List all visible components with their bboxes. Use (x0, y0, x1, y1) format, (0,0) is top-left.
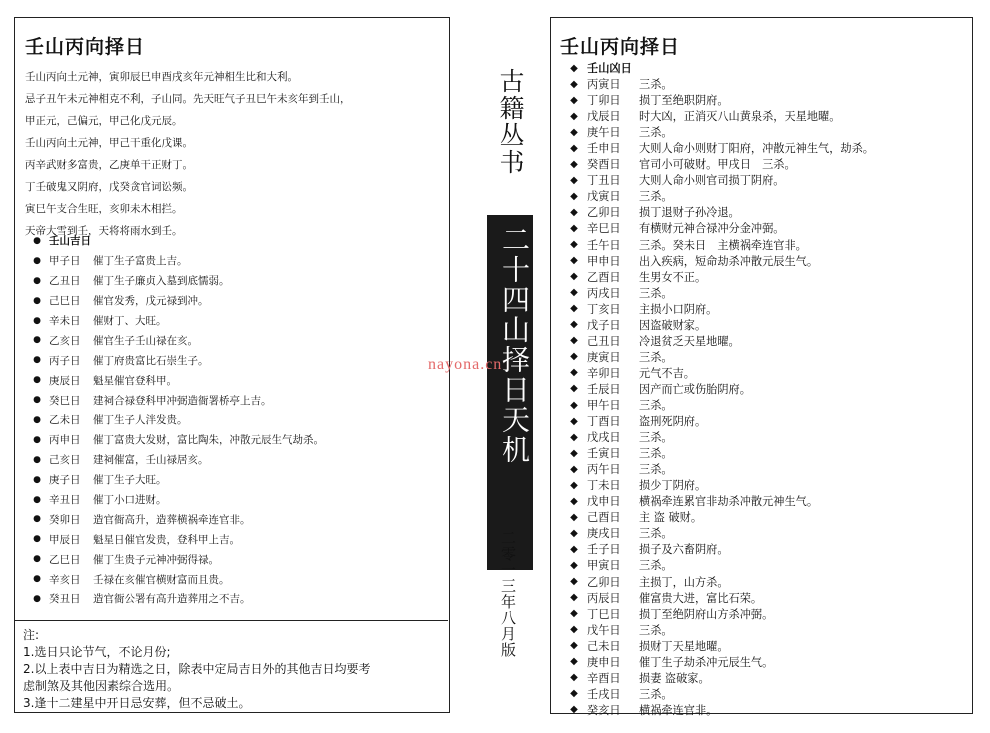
day-name: 乙巳日 (49, 553, 81, 566)
bullet-icon: ● (33, 534, 41, 545)
day-description: 三杀。 (639, 431, 673, 445)
day-row (561, 493, 874, 509)
day-row (561, 541, 874, 557)
page-title: 壬山丙向择日 (25, 36, 146, 58)
notes-heading: 注: (23, 628, 40, 642)
diamond-bullet-icon: ◆ (570, 463, 578, 475)
section-label: 壬山吉日 (49, 235, 91, 248)
diamond-bullet-icon: ◆ (570, 239, 578, 251)
diamond-bullet-icon: ◆ (570, 527, 578, 539)
day-row (561, 140, 874, 156)
day-description: 大则人命小则官司损丁阴府。 (639, 174, 785, 188)
section-heading (25, 231, 324, 251)
day-row (561, 445, 874, 461)
day-row (561, 622, 874, 638)
day-row (25, 529, 324, 549)
day-name: 辛未日 (49, 315, 81, 327)
day-row (561, 606, 874, 622)
day-name: 庚寅日 (587, 350, 621, 364)
day-description: 催丁生子人泮发贵。 (93, 414, 188, 427)
day-row (561, 413, 874, 429)
day-description: 催丁小口进财。 (93, 494, 167, 507)
diamond-bullet-icon: ◆ (570, 495, 578, 507)
day-name: 甲子日 (49, 255, 81, 268)
edition-label: 二零一三年八月版 (499, 530, 517, 658)
day-name: 己酉日 (587, 511, 621, 525)
day-row (561, 172, 874, 188)
day-description: 有横财元神合禄冲分金冲弼。 (639, 222, 785, 236)
day-description: 建祠催富，壬山禄居亥。 (93, 454, 209, 467)
day-name: 戊午日 (587, 623, 621, 637)
day-name: 丙子日 (49, 354, 81, 367)
intro-line: 壬山丙向土元神，寅卯辰巳申酉戌亥年元神相生比和大利。 (25, 71, 298, 83)
diamond-bullet-icon: ◆ (570, 206, 578, 218)
day-row (561, 365, 874, 381)
day-name: 癸丑日 (49, 593, 81, 606)
day-name: 甲申日 (587, 254, 621, 268)
day-description: 催丁生子大旺。 (93, 474, 167, 487)
day-name: 己亥日 (49, 454, 81, 467)
day-description: 元气不吉。 (639, 366, 695, 380)
day-name: 壬午日 (587, 238, 621, 252)
day-row (561, 638, 874, 654)
diamond-bullet-icon: ◆ (570, 367, 578, 379)
day-name: 丁丑日 (587, 174, 621, 188)
day-row (561, 686, 874, 702)
diamond-bullet-icon: ◆ (570, 656, 578, 668)
diamond-bullet-icon: ◆ (570, 190, 578, 202)
bullet-icon: ● (33, 275, 41, 286)
day-name: 癸酉日 (587, 158, 621, 172)
day-name: 丁未日 (587, 479, 621, 493)
day-row (561, 557, 874, 573)
day-description: 催丁生贵子元神冲弼得禄。 (93, 553, 219, 566)
diamond-bullet-icon: ◆ (570, 110, 578, 122)
day-description: 三杀。 (639, 350, 673, 364)
day-name: 庚子日 (49, 474, 81, 487)
day-description: 出入疾病，短命劫杀冲散元辰生气。 (639, 254, 819, 268)
diamond-bullet-icon: ◆ (570, 479, 578, 491)
diamond-bullet-icon: ◆ (570, 222, 578, 234)
series-name: 古籍丛书 (496, 68, 525, 176)
diamond-bullet-icon: ◆ (570, 511, 578, 523)
diamond-bullet-icon: ◆ (570, 431, 578, 443)
day-description: 横祸牵连累官非劫杀冲散元神生气。 (639, 495, 819, 509)
day-name: 戊戌日 (587, 431, 621, 445)
day-name: 辛亥日 (49, 573, 81, 586)
intro-line: 壬山丙向土元神，甲己干重化戊课。 (25, 137, 193, 149)
bullet-icon: ● (33, 295, 41, 306)
bullet-icon: ● (33, 315, 41, 326)
notes-line: 虑制煞及其他因素综合选用。 (23, 679, 180, 693)
day-name: 戊寅日 (587, 190, 621, 204)
day-description: 三杀。 (639, 78, 673, 92)
day-description: 三杀。 (639, 623, 673, 637)
day-name: 戊辰日 (587, 110, 621, 124)
day-name: 庚辰日 (49, 374, 81, 387)
day-description: 魁星日催官发贵，登科甲上吉。 (93, 533, 240, 546)
day-description: 时大凶，正消灭八山黄泉杀，天星地曜。 (639, 110, 841, 124)
diamond-bullet-icon: ◆ (570, 62, 578, 74)
day-row (25, 589, 324, 609)
diamond-bullet-icon: ◆ (570, 158, 578, 170)
day-row (561, 333, 874, 349)
diamond-bullet-icon: ◆ (570, 640, 578, 652)
day-row (561, 349, 874, 365)
bullet-icon: ● (33, 494, 41, 505)
day-description: 损子及六畜阴府。 (639, 543, 729, 557)
right-page (550, 17, 973, 717)
day-name: 辛丑日 (49, 494, 81, 507)
day-row (561, 188, 874, 204)
day-description: 催丁生子富贵上吉。 (93, 255, 188, 268)
day-description: 建祠合禄登科甲冲弼造衙署桥亭上吉。 (93, 394, 272, 407)
day-name: 戊子日 (587, 318, 621, 332)
day-description: 主损小口阴府。 (639, 302, 718, 316)
day-row (25, 271, 324, 291)
day-description: 因产而亡或伤胎阴府。 (639, 382, 751, 396)
bullet-icon: ● (33, 434, 41, 445)
day-name: 庚午日 (587, 126, 621, 140)
day-row (561, 429, 874, 445)
day-description: 催丁富贵大发财，富比陶朱，冲散元辰生气劫杀。 (93, 434, 324, 447)
day-description: 催丁生子劫杀冲元辰生气。 (639, 655, 774, 669)
left-page (14, 17, 450, 713)
day-description: 三杀。 (639, 190, 673, 204)
diamond-bullet-icon: ◆ (570, 319, 578, 331)
day-name: 丙寅日 (587, 78, 621, 92)
day-name: 丙午日 (587, 463, 621, 477)
day-row (25, 350, 324, 370)
intro-line: 丁壬破鬼又阴府，戊癸贪官词讼频。 (25, 181, 193, 193)
intro-line: 忌子丑午未元神相克不利，子山同。先天旺气子丑巳午未亥年到壬山， (25, 93, 351, 105)
day-row (561, 76, 874, 92)
day-name: 甲午日 (587, 399, 621, 412)
section-label: 壬山凶日 (587, 62, 632, 76)
day-row (561, 92, 874, 108)
inauspicious-days-list (561, 60, 874, 718)
bullet-icon: ● (33, 474, 41, 485)
diamond-bullet-icon: ◆ (570, 559, 578, 571)
day-row (561, 220, 874, 236)
day-name: 丁卯日 (587, 94, 621, 108)
diamond-bullet-icon: ◆ (570, 672, 578, 684)
day-row (561, 590, 874, 606)
day-description: 催官发秀，戊元禄到冲。 (93, 295, 209, 308)
day-row (561, 301, 874, 317)
day-row (561, 574, 874, 590)
day-description: 三杀。 (639, 463, 673, 477)
bullet-icon: ● (33, 593, 41, 604)
day-row (561, 654, 874, 670)
day-description: 损少丁阴府。 (639, 479, 707, 493)
bullet-icon: ● (33, 335, 41, 346)
diamond-bullet-icon: ◆ (570, 399, 578, 411)
day-name: 辛酉日 (587, 671, 621, 685)
day-row (561, 509, 874, 525)
day-row (561, 124, 874, 140)
auspicious-days-list (25, 231, 324, 609)
day-description: 三杀。癸未日 主横祸牵连官非。 (639, 238, 807, 252)
day-description: 三杀。 (639, 399, 673, 412)
diamond-bullet-icon: ◆ (570, 688, 578, 700)
day-row (561, 269, 874, 285)
day-description: 三杀。 (639, 286, 673, 300)
notes-line: 1.选日只论节气，不论月份; (23, 645, 171, 659)
title-block (487, 215, 533, 570)
day-row (561, 702, 874, 718)
day-row (25, 430, 324, 450)
day-name: 丁酉日 (587, 415, 621, 429)
day-row (25, 470, 324, 490)
day-row (25, 569, 324, 589)
bullet-icon: ● (33, 355, 41, 366)
intro-line: 丙辛武财多富贵，乙庚单干正财丁。 (25, 159, 193, 171)
notes-line: 2.以上表中吉日为精选之日，除表中定局吉日外的其他吉日均要考 (23, 662, 371, 676)
diamond-bullet-icon: ◆ (570, 335, 578, 347)
day-description: 催丁府贵富比石崇生子。 (93, 354, 209, 367)
day-description: 官司小可破财。甲戌日 三杀。 (639, 158, 796, 172)
day-description: 盗刑死阴府。 (639, 415, 707, 429)
day-name: 丙申日 (49, 434, 81, 447)
day-name: 癸亥日 (587, 703, 621, 717)
book-title: 二十四山择日天机 (498, 225, 531, 465)
section-heading (561, 60, 874, 76)
day-description: 损丁至绝职阴府。 (639, 94, 729, 108)
day-description: 损财丁天星地曜。 (639, 639, 729, 653)
bullet-icon: ● (33, 395, 41, 406)
day-name: 甲寅日 (587, 559, 621, 573)
diamond-bullet-icon: ◆ (570, 447, 578, 459)
day-row (25, 251, 324, 271)
day-row (25, 549, 324, 569)
day-name: 甲辰日 (49, 533, 81, 546)
day-description: 三杀。 (639, 527, 673, 541)
day-row (561, 381, 874, 397)
diamond-bullet-icon: ◆ (570, 94, 578, 106)
diamond-bullet-icon: ◆ (570, 608, 578, 620)
day-description: 损丁至绝阴府山方杀冲弼。 (639, 607, 774, 621)
notes-line: 3.逢十二建星中开日忌安葬，但不忌破土。 (23, 696, 251, 710)
day-description: 造官衙公署有高升造葬用之不吉。 (93, 593, 251, 606)
day-row (25, 450, 324, 470)
day-name: 乙卯日 (587, 206, 621, 220)
day-description: 主 盗 破财。 (639, 511, 703, 525)
day-name: 壬辰日 (587, 382, 621, 396)
intro-line: 天帝大雪到壬，天将将雨水到壬。 (25, 225, 183, 237)
day-description: 催财丁、大旺。 (93, 315, 167, 327)
intro-text (25, 66, 445, 242)
bullet-icon: ● (33, 454, 41, 465)
day-name: 癸巳日 (49, 394, 81, 407)
day-row (561, 317, 874, 333)
bullet-icon: ● (33, 375, 41, 386)
day-row (561, 108, 874, 124)
day-name: 丙戌日 (587, 286, 621, 300)
diamond-bullet-icon: ◆ (570, 592, 578, 604)
day-row (25, 311, 324, 331)
day-description: 冷退贫乏天星地曜。 (639, 334, 740, 348)
day-name: 庚申日 (587, 655, 621, 669)
day-row (25, 390, 324, 410)
bullet-icon: ● (33, 514, 41, 525)
diamond-bullet-icon: ◆ (570, 543, 578, 555)
diamond-bullet-icon: ◆ (570, 255, 578, 267)
day-name: 己巳日 (49, 295, 81, 308)
day-name: 己丑日 (587, 334, 621, 348)
bullet-icon: ● (33, 235, 41, 246)
day-name: 壬申日 (587, 142, 621, 156)
day-name: 壬戌日 (587, 687, 621, 701)
day-row (561, 237, 874, 253)
diamond-bullet-icon: ◆ (570, 174, 578, 186)
day-row (561, 285, 874, 301)
day-row (25, 291, 324, 311)
day-description: 主损丁，山方杀。 (639, 575, 729, 589)
diamond-bullet-icon: ◆ (570, 271, 578, 283)
day-row (561, 477, 874, 493)
day-name: 乙酉日 (587, 270, 621, 284)
day-row (25, 410, 324, 430)
notes-box (15, 620, 448, 712)
day-name: 乙丑日 (49, 275, 81, 288)
day-row (561, 204, 874, 220)
bullet-icon: ● (33, 554, 41, 565)
day-name: 戊申日 (587, 495, 621, 509)
day-name: 庚戌日 (587, 527, 621, 541)
diamond-bullet-icon: ◆ (570, 287, 578, 299)
day-row (25, 330, 324, 350)
day-description: 损丁退财子孙冷退。 (639, 206, 740, 220)
day-row (561, 461, 874, 477)
day-description: 横祸牵连官非。 (639, 703, 718, 717)
bullet-icon: ● (33, 414, 41, 425)
day-row (25, 490, 324, 510)
intro-line: 甲正元，己偏元，甲己化戊元辰。 (25, 115, 183, 127)
diamond-bullet-icon: ◆ (570, 303, 578, 315)
day-description: 魁星催官登科甲。 (93, 374, 177, 387)
diamond-bullet-icon: ◆ (570, 576, 578, 588)
day-name: 辛巳日 (587, 222, 621, 236)
day-description: 壬禄在亥催官横财富而且贵。 (93, 573, 230, 586)
intro-line: 寅巳午支合生旺，亥卯未木相拦。 (25, 203, 183, 215)
day-description: 催官生子壬山禄在亥。 (93, 334, 198, 347)
day-description: 催丁生子廉贞入墓到底懦弱。 (93, 275, 230, 288)
day-row (561, 156, 874, 172)
diamond-bullet-icon: ◆ (570, 78, 578, 90)
day-row (25, 370, 324, 390)
day-name: 丙辰日 (587, 591, 621, 605)
day-name: 乙亥日 (49, 334, 81, 347)
diamond-bullet-icon: ◆ (570, 415, 578, 427)
diamond-bullet-icon: ◆ (570, 383, 578, 395)
day-name: 丁巳日 (587, 607, 621, 621)
day-name: 丁亥日 (587, 302, 621, 316)
day-name: 壬子日 (587, 543, 621, 557)
day-description: 三杀。 (639, 559, 673, 573)
book-spine (486, 60, 534, 710)
day-name: 辛卯日 (587, 366, 621, 380)
bullet-icon: ● (33, 574, 41, 585)
day-description: 损妻 盗破家。 (639, 671, 710, 685)
day-description: 造官衙高升，造葬横祸牵连官非。 (93, 513, 251, 526)
diamond-bullet-icon: ◆ (570, 624, 578, 636)
day-row (561, 525, 874, 541)
bullet-icon: ● (33, 255, 41, 266)
watermark: nayona.cn (428, 356, 503, 373)
diamond-bullet-icon: ◆ (570, 704, 578, 716)
day-name: 己未日 (587, 639, 621, 653)
day-description: 催富贵大进，富比石荣。 (639, 591, 763, 605)
day-description: 三杀。 (639, 447, 673, 461)
day-row (561, 397, 874, 413)
day-description: 三杀。 (639, 687, 673, 701)
diamond-bullet-icon: ◆ (570, 126, 578, 138)
day-description: 因盗破财家。 (639, 318, 707, 332)
day-name: 乙卯日 (587, 575, 621, 589)
day-row (561, 253, 874, 269)
day-description: 大则人命小则财丁阳府，冲散元神生气，劫杀。 (639, 142, 874, 156)
diamond-bullet-icon: ◆ (570, 351, 578, 363)
day-name: 乙未日 (49, 414, 81, 427)
day-description: 生男女不正。 (639, 270, 707, 284)
day-name: 癸卯日 (49, 513, 81, 526)
diamond-bullet-icon: ◆ (570, 142, 578, 154)
day-description: 三杀。 (639, 126, 673, 140)
page-title: 壬山丙向择日 (560, 36, 681, 58)
day-row (25, 509, 324, 529)
day-name: 壬寅日 (587, 447, 621, 461)
day-row (561, 670, 874, 686)
